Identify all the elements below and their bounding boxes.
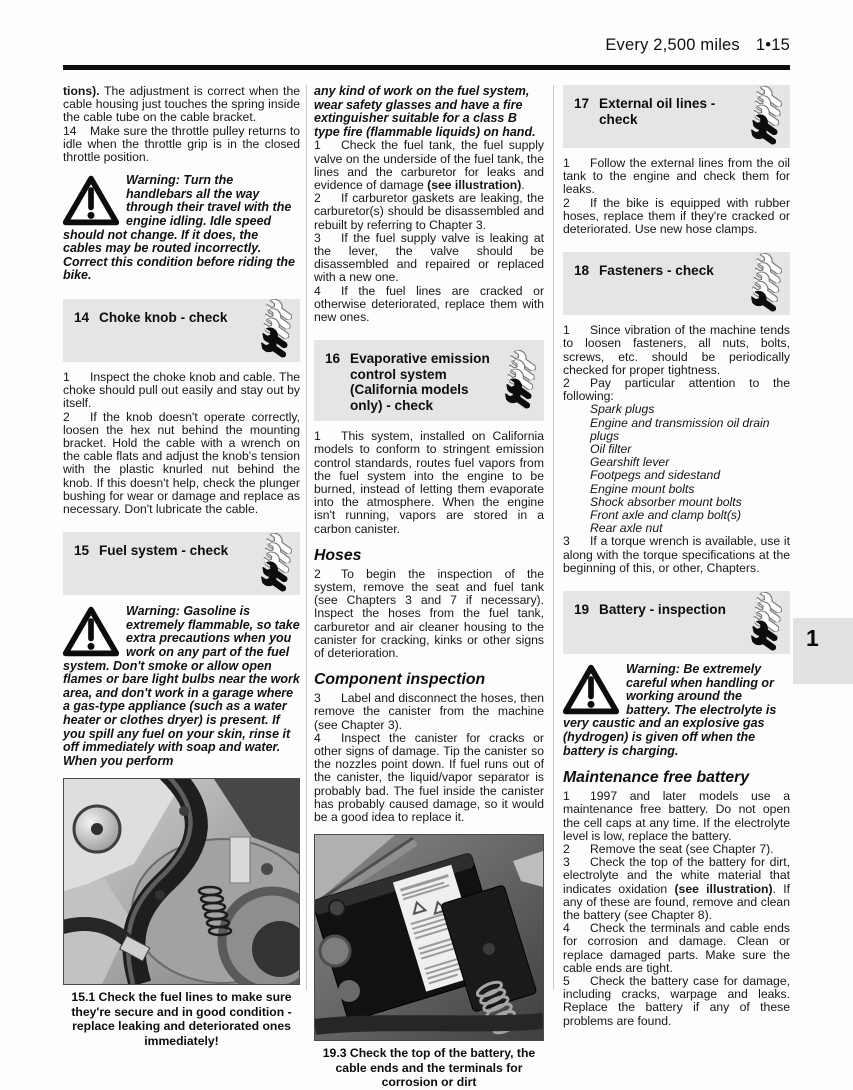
wrench-rating-icon xyxy=(744,250,790,317)
subheading-maintenance-free-battery: Maintenance free battery xyxy=(563,769,750,787)
photo-fuel-lines xyxy=(63,778,300,985)
subheading-hoses: Hoses xyxy=(314,546,362,564)
paragraph: 1 Inspect the choke knob and cable. The choke should pull out easily and stay out by itself. xyxy=(63,369,300,411)
paragraph: 1 Check the fuel tank, the fuel supply valve on the underside of the fuel tank, the lines and the carburetor for leaks and evidence of damage (see illustration). xyxy=(314,138,544,192)
wrench-rating-icon xyxy=(254,297,300,364)
photo-caption-19-3: 19.3 Check the top of the battery, the cable ends and the terminals for corrosion or dirt xyxy=(322,1046,536,1090)
paragraph: 1 Since vibration of the machine tends to loosen fasteners, all nuts, bolts, screws, etc. should be periodically checked for proper tightness. xyxy=(563,323,790,377)
paragraph: 2 If carburetor gaskets are leaking, the carburetor(s) should be disassembled and rebuilt by referring to Chapter 3. xyxy=(314,191,544,232)
paragraph: 1 This system, installed on California models to conform to stringent emission control standards, routes fuel vapors from the fuel system into the engine to be burned, instead of letting them evaporate into the atmosphere. When the engine isn't running, vapors are stored in a carbon canister. xyxy=(314,429,544,536)
paragraph: 2 If the bike is equipped with rubber hoses, replace them if they're cracked or deteriorated. Use new hose clamps. xyxy=(563,195,790,237)
list-item: Shock absorber mount bolts xyxy=(590,494,742,509)
paragraph: 3 If the fuel supply valve is leaking at the lever, the valve should be disassembled and repaired or replaced with a new one. xyxy=(314,230,544,285)
column-left xyxy=(63,85,300,1048)
paragraph: 3 Check the top of the battery for dirt, electrolyte and the white material that indicates oxidation (see illustration). If any of these are found, remove and clean the battery (see Chapter 8). xyxy=(563,855,790,923)
section-title: Choke knob - check xyxy=(99,309,228,325)
list-item: Front axle and clamp bolt(s) xyxy=(590,508,742,523)
paragraph: 5 Check the battery case for damage, including cracks, warpage and leaks. Replace the battery if any of these problems are found. xyxy=(563,974,790,1028)
wrench-rating-icon xyxy=(744,83,790,150)
paragraph: 2 Remove the seat (see Chapter 7). xyxy=(563,842,774,857)
list-item: Rear axle nut xyxy=(590,521,663,536)
section-header-15-fuel-system xyxy=(63,532,300,595)
list-item: Oil filter xyxy=(590,442,632,457)
section-header-16-evap-system xyxy=(314,340,544,421)
warning-handlebars: Warning: Turn the handlebars all the way through their travel with the engine idling. Idle speed should not change. If it does, the cables may be routed incorrectly. Correct this condition before riding the bike. xyxy=(63,173,295,283)
fastener-list xyxy=(563,403,790,535)
warning-triangle-icon xyxy=(563,664,619,715)
list-item: Engine mount bolts xyxy=(590,481,695,496)
paragraph: 4 Inspect the canister for cracks or other signs of damage. Tip the canister so the nozzles point down. If fuel runs out of the canister, the liquid/vapor separator is probably bad. The fuel inside the canister has probably caused damage, so it would be a good idea to replace it. xyxy=(314,730,544,825)
chapter-tab-number: 1 xyxy=(806,625,819,651)
paragraph: 2 If the knob doesn't operate correctly, loosen the hex nut behind the mounting bracket. Hold the cable with a wrench on the cable flats and adjust the knob's tension with the plastic knurled nut behind the knob. If this doesn't help, check the plunger bushing for wear or damage and replace as necessary. Don't lubricate the cable. xyxy=(63,409,300,516)
column-divider xyxy=(553,85,554,990)
paragraph: 2 Pay particular attention to the following: xyxy=(563,376,790,404)
photo-caption-15-1: 15.1 Check the fuel lines to make sure they're secure and in good condition - replace leaking and deteriorated ones immediately! xyxy=(71,990,292,1048)
section-title: Battery - inspection xyxy=(599,602,726,618)
section-title: Fuel system - check xyxy=(99,543,229,559)
wrench-rating-icon xyxy=(254,530,300,597)
warning-gasoline-continued: any kind of work on the fuel system, wear safety glasses and have a fire extinguisher suitable for a class B type fire (flammable liquids) on hand. xyxy=(314,84,536,139)
list-item: Engine and transmission oil drain plugs xyxy=(590,415,770,443)
section-number: 14 xyxy=(74,309,90,325)
column-right xyxy=(563,85,790,1028)
paragraph: 4 If the fuel lines are cracked or otherwise deteriorated, replace them with new ones. xyxy=(314,283,544,325)
warning-gasoline: Warning: Gasoline is extremely flammable, so take extra precautions when you work on any part of the fuel system. Don't smoke or allow open flames or bare light bulbs near the work area, and don't work in a garage where a gas-type appliance (such as a water heater or clothes dryer) is present. If you spill any fuel on your skin, rinse it off immediately with soap and water. When you perform xyxy=(63,604,300,768)
page-number: 1•15 xyxy=(755,36,790,54)
photo-battery xyxy=(314,834,544,1041)
section-number: 19 xyxy=(574,602,590,618)
paragraph: 2 To begin the inspection of the system, remove the seat and fuel tank (see Chapters 3 and 7 if necessary). Inspect the hoses from the fuel tank, carburetor and air cleaner housing to the canister for cracking, kinks or other signs of deterioration. xyxy=(314,566,544,661)
warning-triangle-icon xyxy=(63,175,119,226)
section-title: Fasteners - check xyxy=(599,263,714,279)
paragraph-step-14: 14 Make sure the throttle pulley returns to idle when the throttle grip is in the closed throttle position. xyxy=(63,123,300,165)
header-section-title: Every 2,500 miles xyxy=(605,36,740,54)
chapter-tab xyxy=(793,618,853,684)
section-header-14-choke-knob xyxy=(63,299,300,362)
subheading-component-inspection: Component inspection xyxy=(314,671,486,689)
paragraph: 1 1997 and later models use a maintenance free battery. Do not open the cell caps at any time. If the electrolyte level is low, replace the battery. xyxy=(563,789,790,843)
paragraph: 1 Follow the external lines from the oil tank to the engine and check them for leaks. xyxy=(563,156,790,197)
paragraph: 3 If a torque wrench is available, use it along with the torque specifications at the beginning of this, or other, Chapters. xyxy=(563,534,790,575)
wrench-rating-icon xyxy=(744,589,790,656)
list-item: Footpegs and sidestand xyxy=(590,468,721,483)
paragraph: 3 Label and disconnect the hoses, then remove the canister from the machine (see Chapter 3). xyxy=(314,691,544,732)
paragraph: 4 Check the terminals and cable ends for corrosion and damage. Clean or replace damaged parts. Make sure the cable ends are tight. xyxy=(563,921,790,975)
section-header-18-fasteners xyxy=(563,252,790,315)
section-number: 15 xyxy=(74,543,90,559)
column-middle xyxy=(314,85,544,1090)
section-header-17-external-oil-lines xyxy=(563,85,790,148)
section-number: 16 xyxy=(325,351,341,367)
list-item: Gearshift lever xyxy=(590,455,670,470)
page-header xyxy=(63,36,790,55)
section-number: 18 xyxy=(574,263,590,279)
warning-triangle-icon xyxy=(63,606,119,657)
paragraph-continuation: tions). The adjustment is correct when the cable housing just touches the spring inside the cable tube on the cable bracket. xyxy=(63,84,300,125)
column-divider xyxy=(306,85,307,990)
warning-battery: Warning: Be extremely careful when handling or working around the battery. The electrolyte is very caustic and an explosive gas (hydrogen) is given off when the battery is charging. xyxy=(563,662,777,758)
section-title: External oil lines - check xyxy=(599,96,716,127)
header-rule xyxy=(63,65,790,70)
section-header-19-battery xyxy=(563,591,790,654)
section-number: 17 xyxy=(574,96,590,111)
section-title: Evaporative emission control system (California models only) - check xyxy=(350,351,490,413)
list-item: Spark plugs xyxy=(590,402,655,417)
